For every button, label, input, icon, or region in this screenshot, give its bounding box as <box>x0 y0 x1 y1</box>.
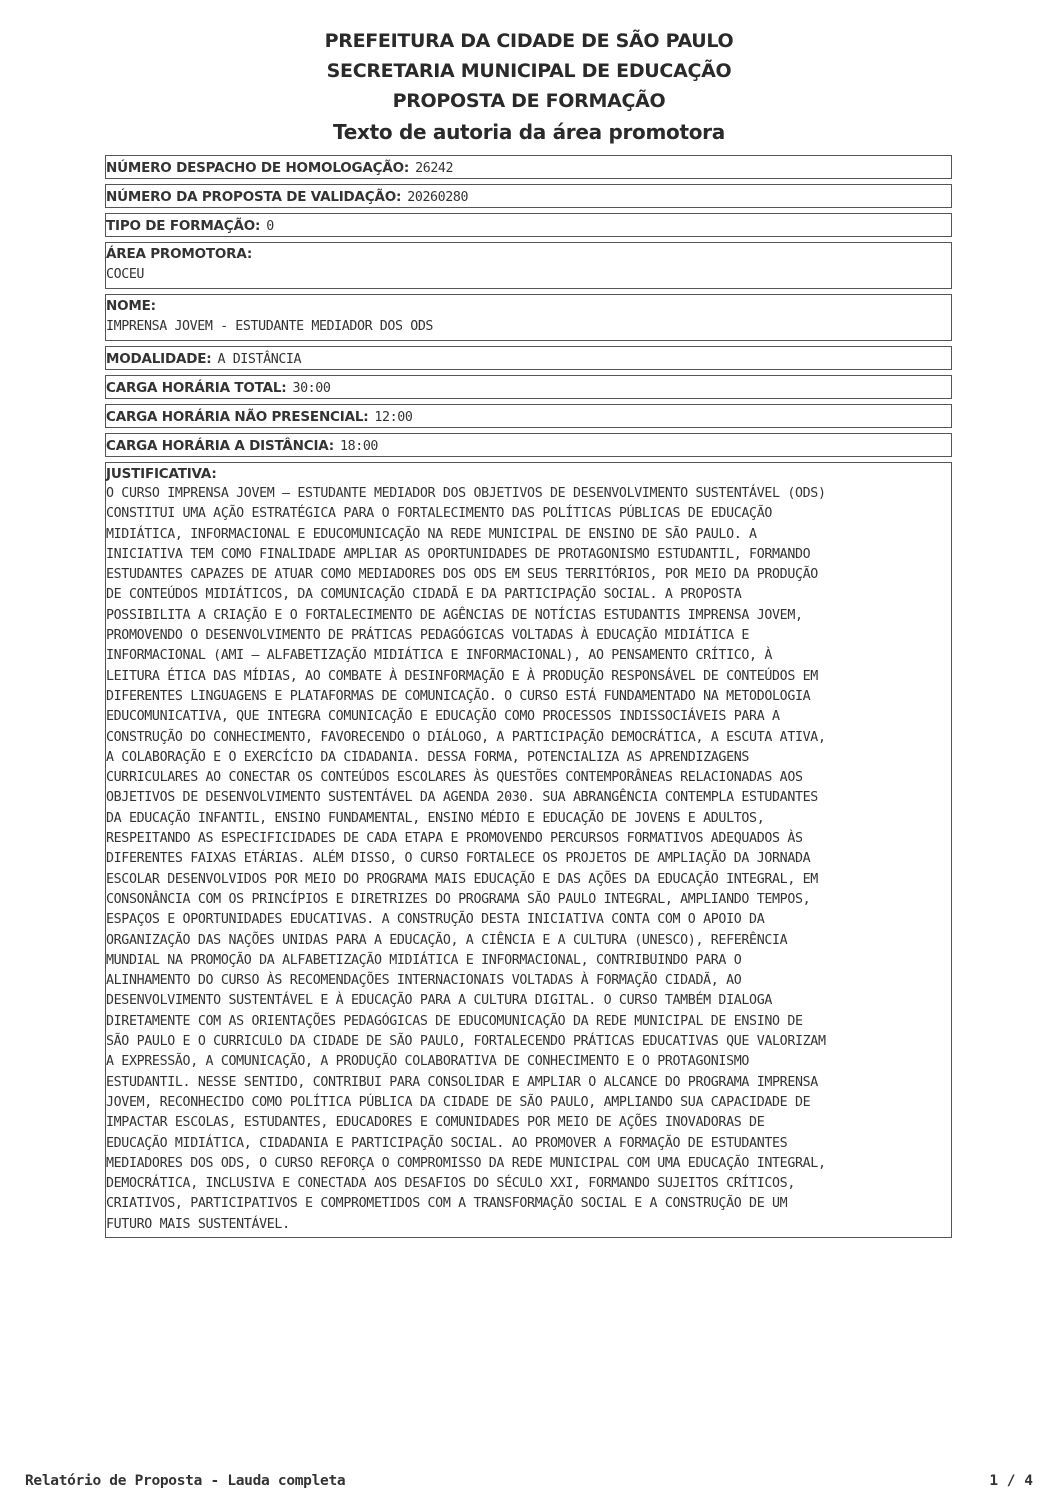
field-label: CARGA HORÁRIA A DISTÂNCIA: <box>106 438 334 454</box>
header-proposal: PROPOSTA DE FORMAÇÃO <box>392 90 666 112</box>
field-tipo <box>105 213 952 237</box>
field-value: 12:00 <box>374 410 413 425</box>
field-label: NÚMERO DESPACHO DE HOMOLOGAÇÃO: <box>106 160 410 176</box>
field-carga-total <box>105 375 952 399</box>
field-label: MODALIDADE: <box>106 351 212 367</box>
proposal-fields <box>105 155 952 1243</box>
field-despacho <box>105 155 952 179</box>
header-secretariat: SECRETARIA MUNICIPAL DE EDUCAÇÃO <box>326 60 732 82</box>
field-label: TIPO DE FORMAÇÃO: <box>106 218 261 234</box>
field-carga-distancia <box>105 433 952 457</box>
field-area <box>105 242 952 289</box>
field-label: JUSTIFICATIVA: <box>106 466 217 482</box>
field-value: 20260280 <box>407 190 469 205</box>
header-city: PREFEITURA DA CIDADE DE SÃO PAULO <box>324 30 734 52</box>
field-value: 0 <box>266 219 274 234</box>
footer-report-title: Relatório de Proposta - Lauda completa <box>25 1473 346 1489</box>
field-carga-nao-presencial <box>105 404 952 428</box>
field-label: NÚMERO DA PROPOSTA DE VALIDAÇÃO: <box>106 189 402 205</box>
header-subtitle: Texto de autoria da área promotora <box>333 120 725 144</box>
field-justificativa <box>105 462 952 1238</box>
field-value: 18:00 <box>340 439 379 454</box>
field-value: A DISTÂNCIA <box>217 352 302 367</box>
field-label: ÁREA PROMOTORA: <box>106 246 253 262</box>
justificativa-text: O CURSO IMPRENSA JOVEM — ESTUDANTE MEDIADOR DOS OBJETIVOS DE DESENVOLVIMENTO SUSTENTÁVEL (ODS) CONSTITUI UMA AÇÃO ESTRATÉGICA PARA O FORTALECIMENTO DAS POLÍTICAS PÚBLICAS DE EDUCAÇÃO MIDIÁTICA, INFORMACIONAL E EDUCOMUNICAÇÃO NA REDE MUNICIPAL DE ENSINO DE SÃO PAULO. A INICIATIVA TEM COMO FINALIDADE AMPLIAR AS OPORTUNIDADES DE PROTAGONISMO ESTUDANTIL, FORMANDO ESTUDANTES CAPAZES DE ATUAR COMO MEDIADORES DOS ODS EM SEUS TERRITÓRIOS, POR MEIO DA PRODUÇÃO DE CONTEÚDOS MIDIÁTICOS, DA COMUNICAÇÃO CIDADÃ E DA PARTICIPAÇÃO SOCIAL. A PROPOSTA POSSIBILITA A CRIAÇÃO E O FORTALECIMENTO DE AGÊNCIAS DE NOTÍCIAS ESTUDANTIS IMPRENSA JOVEM, PROMOVENDO O DESENVOLVIMENTO DE PRÁTICAS PEDAGÓGICAS VOLTADAS À EDUCAÇÃO MIDIÁTICA E INFORMACIONAL (AMI — ALFABETIZAÇÃO MIDIÁTICA E INFORMACIONAL), AO PENSAMENTO CRÍTICO, À LEITURA ÉTICA DAS MÍDIAS, AO COMBATE À DESINFORMAÇÃO E À PRODUÇÃO RESPONSÁVEL DE CONTEÚDOS EM DIFERENTES LINGUAGENS E PLATAFORMAS DE COMUNICAÇÃO. O CURSO ESTÁ FUNDAMENTADO NA METODOLOGIA EDUCOMUNICATIVA, QUE INTEGRA COMUNICAÇÃO E EDUCAÇÃO COMO PROCESSOS INDISSOCIÁVEIS PARA A CONSTRUÇÃO DO CONHECIMENTO, FAVORECENDO O DIÁLOGO, A PARTICIPAÇÃO DEMOCRÁTICA, A ESCUTA ATIVA, A COLABORAÇÃO E O EXERCÍCIO DA CIDADANIA. DESSA FORMA, POTENCIALIZA AS APRENDIZAGENS CURRICULARES AO CONECTAR OS CONTEÚDOS ESCOLARES ÀS QUESTÕES CONTEMPORÂNEAS RELACIONADAS AOS OBJETIVOS DE DESENVOLVIMENTO SUSTENTÁVEL DA AGENDA 2030. SUA ABRANGÊNCIA CONTEMPLA ESTUDANTES DA EDUCAÇÃO INFANTIL, ENSINO FUNDAMENTAL, ENSINO MÉDIO E EDUCAÇÃO DE JOVENS E ADULTOS, RESPEITANDO AS ESPECIFICIDADES DE CADA ETAPA E PROMOVENDO PERCURSOS FORMATIVOS ADEQUADOS ÀS DIFERENTES FAIXAS ETÁRIAS. ALÉM DISSO, O CURSO FORTALECE OS PROJETOS DE AMPLIAÇÃO DA JORNADA ESCOLAR DESENVOLVIDOS POR MEIO DO PROGRAMA MAIS EDUCAÇÃO E DAS AÇÕES DA EDUCAÇÃO INTEGRAL, EM CONSONÂNCIA COM OS PRINCÍPIOS E DIRETRIZES DO PROGRAMA SÃO PAULO INTEGRAL, AMPLIANDO TEMPOS, ESPAÇOS E OPORTUNIDADES EDUCATIVAS. A CONSTRUÇÃO DESTA INICIATIVA CONTA COM O APOIO DA ORGANIZAÇÃO DAS NAÇÕES UNIDAS PARA A EDUCAÇÃO, A CIÊNCIA E A CULTURA (UNESCO), REFERÊNCIA MUNDIAL NA PROMOÇÃO DA ALFABETIZAÇÃO MIDIÁTICA E INFORMACIONAL, CONTRIBUINDO PARA O ALINHAMENTO DO CURSO ÀS RECOMENDAÇÕES INTERNACIONAIS VOLTADAS À FORMAÇÃO CIDADÃ, AO DESENVOLVIMENTO SUSTENTÁVEL E À EDUCAÇÃO PARA A CULTURA DIGITAL. O CURSO TAMBÉM DIALOGA DIRETAMENTE COM AS ORIENTAÇÕES PEDAGÓGICAS DE EDUCOMUNICAÇÃO DA REDE MUNICIPAL DE ENSINO DE SÃO PAULO E O CURRICULO DA CIDADE DE SÃO PAULO, FORTALECENDO PRÁTICAS EDUCATIVAS QUE VALORIZAM A EXPRESSÃO, A COMUNICAÇÃO, A PRODUÇÃO COLABORATIVA DE CONHECIMENTO E O PROTAGONISMO ESTUDANTIL. NESSE SENTIDO, CONTRIBUI PARA CONSOLIDAR E AMPLIAR O ALCANCE DO PROGRAMA IMPRENSA JOVEM, RECONHECIDO COMO POLÍTICA PÚBLICA DA CIDADE DE SÃO PAULO, AMPLIANDO SUA CAPACIDADE DE IMPACTAR ESCOLAS, ESTUDANTES, EDUCADORES E COMUNIDADES POR MEIO DE AÇÕES INOVADORAS DE EDUCAÇÃO MIDIÁTICA, CIDADANIA E PARTICIPAÇÃO SOCIAL. AO PROMOVER A FORMAÇÃO DE ESTUDANTES MEDIADORES DOS ODS, O CURSO REFORÇA O COMPROMISSO DA REDE MUNICIPAL COM UMA EDUCAÇÃO INTEGRAL, DEMOCRÁTICA, INCLUSIVA E CONECTADA AOS DESAFIOS DO SÉCULO XXI, FORMANDO SUJEITOS CRÍTICOS, CRIATIVOS, PARTICIPATIVOS E COMPROMETIDOS COM A TRANSFORMAÇÃO SOCIAL E A CONSTRUÇÃO DE UM FUTURO MAIS SUSTENTÁVEL. <box>106 486 826 1232</box>
field-modalidade <box>105 346 952 370</box>
field-value: IMPRENSA JOVEM - ESTUDANTE MEDIADOR DOS ODS <box>106 319 434 334</box>
field-validacao <box>105 184 952 208</box>
document-header <box>0 26 1058 148</box>
field-nome <box>105 294 952 341</box>
field-label: NOME: <box>106 298 156 314</box>
field-label: CARGA HORÁRIA NÃO PRESENCIAL: <box>106 409 369 425</box>
field-value: 30:00 <box>292 381 331 396</box>
field-label: CARGA HORÁRIA TOTAL: <box>106 380 287 396</box>
field-value: 26242 <box>415 161 454 176</box>
field-value: COCEU <box>106 267 145 282</box>
page-number: 1 / 4 <box>989 1473 1033 1489</box>
